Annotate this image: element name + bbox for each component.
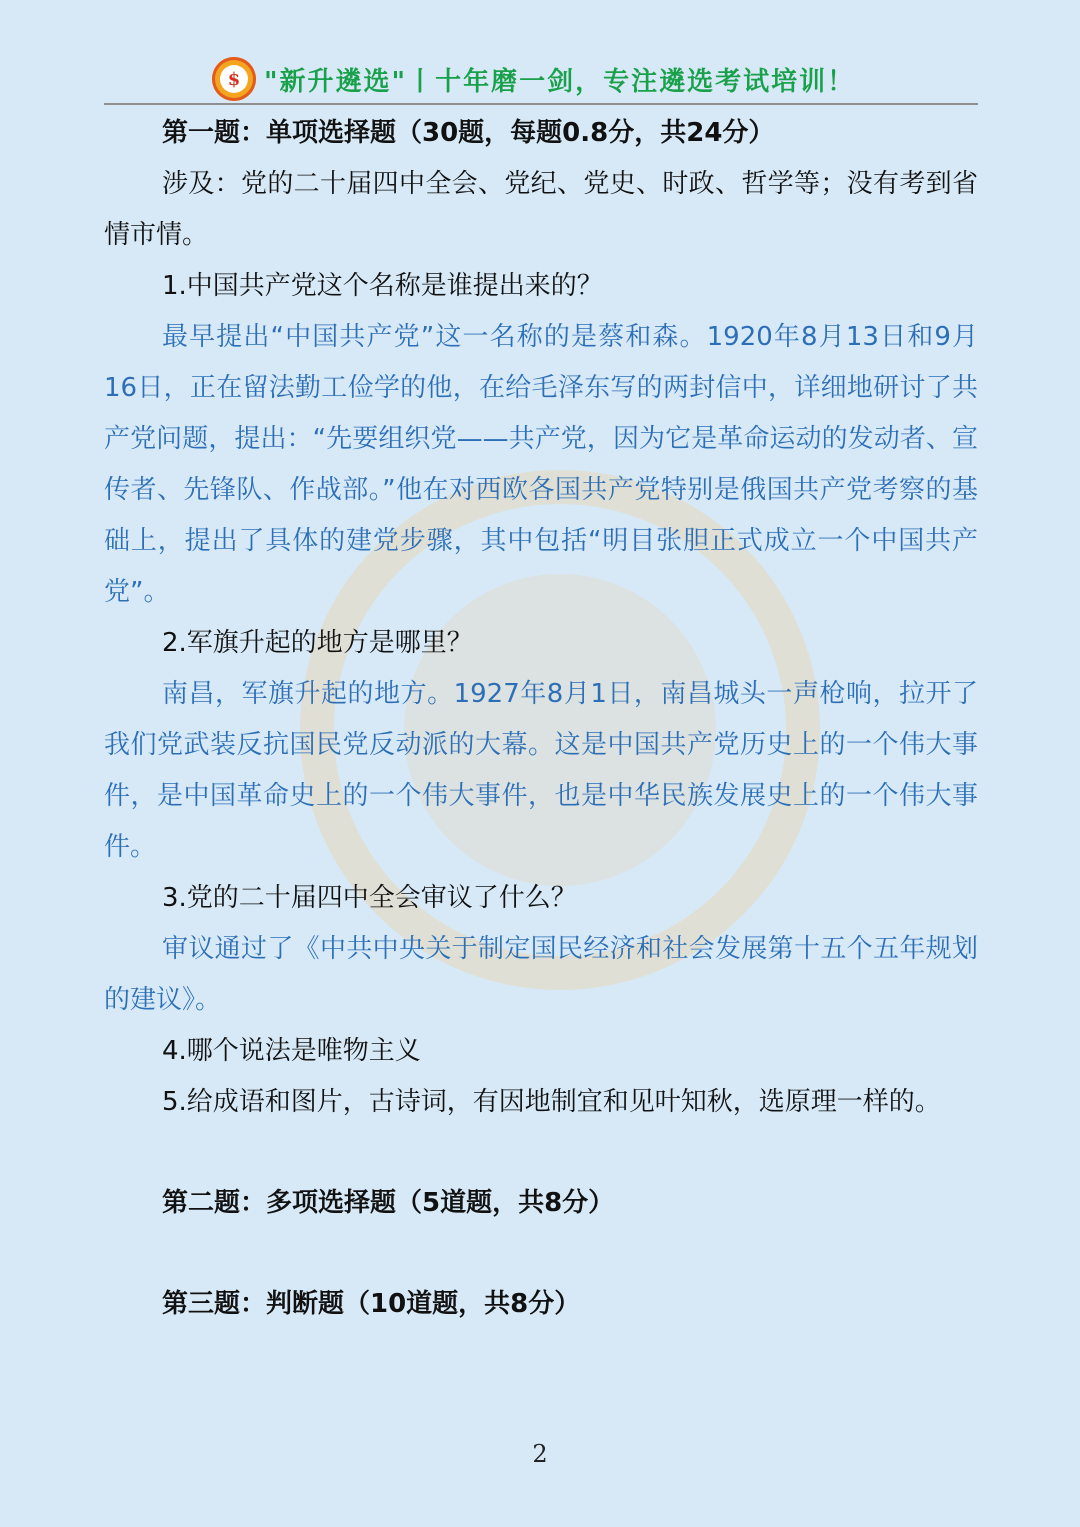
section-1-scope: 涉及：党的二十届四中全会、党纪、党史、时政、哲学等；没有考到省情市情。 (104, 169, 978, 250)
question-5: 5.给成语和图片，古诗词，有因地制宜和见叶知秋，选原理一样的。 (162, 1087, 941, 1117)
header-divider (104, 103, 978, 105)
question-1: 1.中国共产党这个名称是谁提出来的？ (162, 271, 603, 301)
brand-logo-glyph: $ (220, 65, 248, 93)
document-body (104, 108, 978, 1330)
section-3-title: 第三题：判断题（10道题，共8分） (162, 1289, 581, 1319)
page-header (212, 56, 855, 102)
answer-2: 南昌，军旗升起的地方。1927年8月1日，南昌城头一声枪响，拉开了我们党武装反抗国民党反动派的大幕。这是中国共产党历史上的一个伟大事件，是中国革命史上的一个伟大事件，也是中华民族发展史上的一个伟大事件。 (104, 679, 978, 862)
question-2: 2.军旗升起的地方是哪里？ (162, 628, 473, 658)
page-number: 2 (532, 1440, 548, 1468)
answer-1: 最早提出“中国共产党”这一名称的是蔡和森。1920年8月13日和9月16日，正在留法勤工俭学的他，在给毛泽东写的两封信中，详细地研讨了共产党问题，提出：“先要组织党——共产党，因为它是革命运动的发动者、宣传者、先锋队、作战部。”他在对西欧各国共产党特别是俄国共产党考察的基础上，提出了具体的建党步骤，其中包括“明目张胆正式成立一个中国共产党”。 (104, 322, 978, 607)
header-slogan: "新升遴选"丨十年磨一剑，专注遴选考试培训！ (264, 66, 856, 97)
question-4: 4.哪个说法是唯物主义 (162, 1036, 421, 1066)
brand-logo (212, 57, 256, 101)
answer-3: 审议通过了《中共中央关于制定国民经济和社会发展第十五个五年规划的建议》。 (104, 934, 978, 1015)
section-1-title: 第一题：单项选择题（30题，每题0.8分，共24分） (162, 118, 775, 148)
section-2-title: 第二题：多项选择题（5道题，共8分） (162, 1188, 615, 1218)
question-3: 3.党的二十届四中全会审议了什么？ (162, 883, 577, 913)
